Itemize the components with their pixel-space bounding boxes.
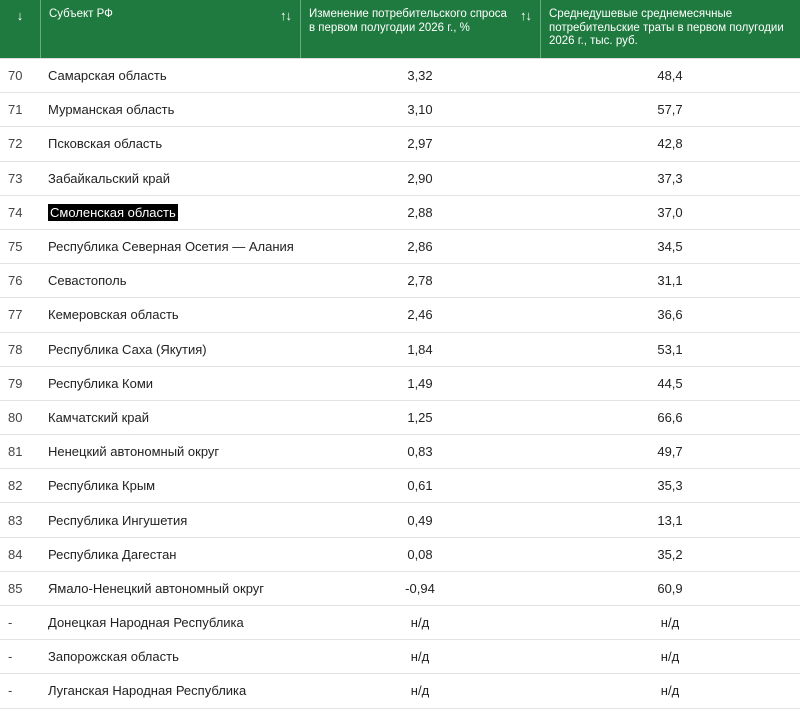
subject-name: Луганская Народная Республика bbox=[48, 683, 247, 699]
rank-cell: 70 bbox=[8, 68, 23, 84]
change-cell: 2,86 bbox=[407, 239, 433, 255]
sort-icon[interactable]: ↑↓ bbox=[280, 8, 291, 23]
rank-cell: 76 bbox=[8, 273, 23, 289]
change-header-label: Изменение потребительского спроса в первом полугодии 2026 г., % bbox=[309, 8, 507, 34]
subject-header-label: Субъект РФ bbox=[49, 8, 113, 20]
subject-cell bbox=[40, 307, 300, 322]
subject-cell bbox=[40, 683, 300, 698]
subject-cell bbox=[40, 410, 300, 425]
table-row bbox=[0, 572, 800, 606]
change-cell: 0,83 bbox=[407, 444, 433, 460]
table-row bbox=[0, 333, 800, 367]
subject-name: Республика Дагестан bbox=[48, 546, 177, 562]
subject-cell bbox=[40, 376, 300, 391]
table-row bbox=[0, 503, 800, 537]
subject-name: Забайкальский край bbox=[48, 170, 171, 186]
spend-cell: 44,5 bbox=[657, 375, 683, 391]
spend-cell: 53,1 bbox=[657, 341, 683, 357]
subject-cell bbox=[40, 615, 300, 630]
rank-cell: 80 bbox=[8, 409, 23, 425]
table-row bbox=[0, 674, 800, 708]
table-row bbox=[0, 196, 800, 230]
spend-cell: 37,3 bbox=[657, 170, 683, 186]
subject-name: Запорожская область bbox=[48, 649, 179, 665]
subject-name: Республика Северная Осетия — Алания bbox=[48, 239, 294, 255]
spend-header-label: Среднедушевые среднемесячные потребительские траты в первом полугодии 2026 г., тыс. руб. bbox=[549, 8, 784, 47]
table-row bbox=[0, 162, 800, 196]
subject-cell bbox=[40, 205, 300, 220]
subject-cell bbox=[40, 239, 300, 254]
spend-cell: 35,2 bbox=[657, 546, 683, 562]
subject-cell bbox=[40, 171, 300, 186]
change-cell: 0,08 bbox=[407, 546, 433, 562]
table-body bbox=[0, 58, 800, 709]
change-cell: 3,10 bbox=[407, 102, 433, 118]
rank-cell: 85 bbox=[8, 580, 23, 596]
spend-cell: н/д bbox=[660, 649, 680, 665]
subject-cell bbox=[40, 478, 300, 493]
change-cell: 2,90 bbox=[407, 170, 433, 186]
change-cell: 2,97 bbox=[407, 136, 433, 152]
change-cell: 3,32 bbox=[407, 68, 433, 84]
subject-cell bbox=[40, 102, 300, 117]
spend-cell: 31,1 bbox=[657, 273, 683, 289]
change-cell: 1,49 bbox=[407, 375, 433, 391]
spend-cell: 42,8 bbox=[657, 136, 683, 152]
subject-cell bbox=[40, 136, 300, 151]
table-row bbox=[0, 127, 800, 161]
change-cell: 2,46 bbox=[407, 307, 433, 323]
subject-column-header[interactable] bbox=[40, 0, 300, 58]
rank-cell: 73 bbox=[8, 170, 23, 186]
subject-cell bbox=[40, 581, 300, 596]
spend-cell: 35,3 bbox=[657, 478, 683, 494]
highlighted-subject: Смоленская область bbox=[50, 204, 176, 220]
change-cell: 1,84 bbox=[407, 341, 433, 357]
subject-name: Республика Ингушетия bbox=[48, 512, 188, 528]
table-row bbox=[0, 435, 800, 469]
rank-cell: - bbox=[8, 649, 13, 665]
spend-cell: 37,0 bbox=[657, 204, 683, 220]
rank-cell: 74 bbox=[8, 204, 23, 220]
change-cell: 0,61 bbox=[407, 478, 433, 494]
table-row bbox=[0, 401, 800, 435]
subject-cell bbox=[40, 649, 300, 664]
rank-cell: - bbox=[8, 615, 13, 631]
table-row bbox=[0, 367, 800, 401]
change-cell: н/д bbox=[410, 683, 430, 699]
subject-name: Мурманская область bbox=[48, 102, 175, 118]
subject-name: Севастополь bbox=[48, 273, 127, 289]
rank-cell: 84 bbox=[8, 546, 23, 562]
change-cell: 1,25 bbox=[407, 409, 433, 425]
spend-cell: 60,9 bbox=[657, 580, 683, 596]
table-row bbox=[0, 230, 800, 264]
rank-cell: 77 bbox=[8, 307, 23, 323]
rank-cell: 75 bbox=[8, 239, 23, 255]
change-cell: 2,78 bbox=[407, 273, 433, 289]
rank-cell: 78 bbox=[8, 341, 23, 357]
subject-name: Ненецкий автономный округ bbox=[48, 444, 220, 460]
table-row bbox=[0, 606, 800, 640]
table-row bbox=[0, 298, 800, 332]
rank-cell: 71 bbox=[8, 102, 23, 118]
table-row bbox=[0, 640, 800, 674]
change-cell: 2,88 bbox=[407, 204, 433, 220]
spend-cell: 66,6 bbox=[657, 409, 683, 425]
spend-cell: 36,6 bbox=[657, 307, 683, 323]
change-cell: -0,94 bbox=[405, 580, 435, 596]
spend-cell: н/д bbox=[660, 683, 680, 699]
arrow-down-icon: ↓ bbox=[16, 8, 24, 23]
subject-name: Республика Коми bbox=[48, 375, 154, 391]
subject-name: Ямало-Ненецкий автономный округ bbox=[48, 580, 265, 596]
change-cell: н/д bbox=[410, 649, 430, 665]
sort-icon[interactable]: ↑↓ bbox=[520, 8, 531, 23]
table-row bbox=[0, 538, 800, 572]
subject-cell bbox=[40, 513, 300, 528]
spend-column-header bbox=[540, 0, 800, 58]
table-row bbox=[0, 264, 800, 298]
spend-cell: 49,7 bbox=[657, 444, 683, 460]
subject-name: Донецкая Народная Республика bbox=[48, 615, 244, 631]
change-column-header[interactable] bbox=[300, 0, 540, 58]
subject-name: Камчатский край bbox=[48, 409, 149, 425]
table-header bbox=[0, 0, 800, 58]
table-row bbox=[0, 93, 800, 127]
subject-cell bbox=[40, 444, 300, 459]
subject-cell bbox=[40, 547, 300, 562]
subject-name: Псковская область bbox=[48, 136, 163, 152]
spend-cell: 57,7 bbox=[657, 102, 683, 118]
spend-cell: 48,4 bbox=[657, 68, 683, 84]
spend-cell: 13,1 bbox=[657, 512, 683, 528]
subject-name: Кемеровская область bbox=[48, 307, 179, 323]
subject-name: Республика Саха (Якутия) bbox=[48, 341, 207, 357]
table-row bbox=[0, 469, 800, 503]
rank-cell: - bbox=[8, 683, 13, 699]
spend-cell: н/д bbox=[660, 615, 680, 631]
rank-cell: 83 bbox=[8, 512, 23, 528]
subject-cell bbox=[40, 273, 300, 288]
subject-name: Республика Крым bbox=[48, 478, 156, 494]
rank-cell: 82 bbox=[8, 478, 23, 494]
rank-cell: 72 bbox=[8, 136, 23, 152]
subject-cell bbox=[40, 68, 300, 83]
change-cell: н/д bbox=[410, 615, 430, 631]
subject-name: Самарская область bbox=[48, 68, 167, 84]
change-cell: 0,49 bbox=[407, 512, 433, 528]
rank-cell: 79 bbox=[8, 375, 23, 391]
sort-rank-header[interactable] bbox=[0, 0, 40, 58]
spend-cell: 34,5 bbox=[657, 239, 683, 255]
table-row bbox=[0, 59, 800, 93]
rank-cell: 81 bbox=[8, 444, 23, 460]
subject-cell bbox=[40, 342, 300, 357]
